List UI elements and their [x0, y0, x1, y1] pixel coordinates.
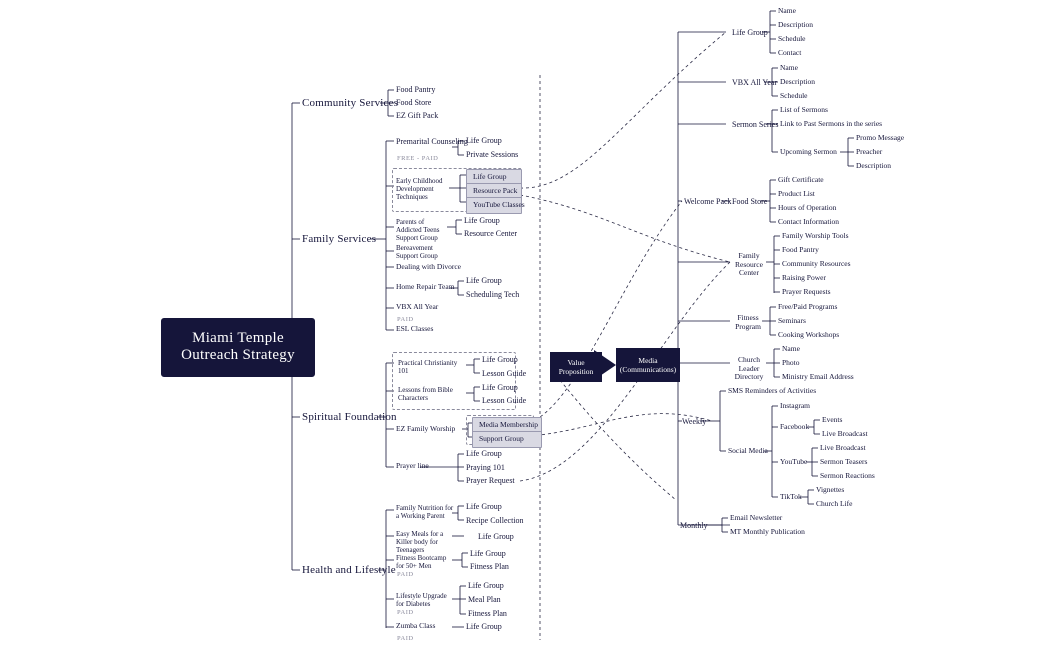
node-bootcamp-fitness-plan[interactable]: Fitness Plan [470, 562, 509, 571]
node-welcome-pack[interactable]: Welcome Pack [684, 197, 732, 206]
node-recipe-collection[interactable]: Recipe Collection [466, 516, 524, 525]
node-tiktok[interactable]: TikTok [780, 492, 802, 501]
node-premarital-counseling[interactable]: Premarital Counseling [396, 137, 468, 146]
label-bootcamp-paid: PAID [397, 571, 414, 578]
node-seminars[interactable]: Seminars [778, 316, 806, 325]
node-zumba-life-group[interactable]: Life Group [466, 622, 502, 631]
node-prayer-life-group[interactable]: Life Group [466, 449, 502, 458]
node-family-nutrition[interactable]: Family Nutrition for a Working Parent [396, 504, 454, 521]
node-diabetes-life-group[interactable]: Life Group [468, 581, 504, 590]
value-proposition-box[interactable]: Value Proposition [550, 352, 602, 382]
node-pat-life-group[interactable]: Life Group [464, 216, 500, 225]
node-promo-message[interactable]: Promo Message [856, 133, 905, 142]
node-ecd-life-group[interactable]: Life Group [466, 169, 522, 186]
node-yt-sermon-teasers[interactable]: Sermon Teasers [820, 457, 868, 466]
node-cld-name[interactable]: Name [782, 344, 800, 353]
root-node[interactable]: Miami Temple Outreach Strategy [161, 318, 315, 377]
node-vbx-description[interactable]: Description [780, 77, 815, 86]
node-sermon-description[interactable]: Description [856, 161, 891, 170]
node-social-media[interactable]: Social Media [728, 446, 768, 455]
node-pc101-life-group[interactable]: Life Group [482, 355, 518, 364]
label-vbx-paid: PAID [397, 316, 414, 323]
branch-spiritual-foundation[interactable]: Spiritual Foundation [302, 411, 397, 423]
node-tt-vignettes[interactable]: Vignettes [816, 485, 845, 494]
node-parents-addicted-teens[interactable]: Parents of Addicted Teens Support Group [396, 218, 440, 243]
node-ecd-youtube-classes[interactable]: YouTube Classes [466, 197, 522, 214]
branch-community-services[interactable]: Community Services [302, 97, 399, 109]
node-ecd-resource-pack[interactable]: Resource Pack [466, 183, 522, 200]
node-wp-food-store[interactable]: Food Store [732, 197, 768, 206]
node-bereavement-support-group[interactable]: Bereavement Support Group [396, 244, 438, 261]
node-community-resources[interactable]: Community Resources [782, 259, 851, 268]
node-pat-resource-center[interactable]: Resource Center [464, 229, 518, 238]
node-lbc-lesson-guide[interactable]: Lesson Guide [482, 396, 527, 405]
node-instagram[interactable]: Instagram [780, 401, 810, 410]
node-facebook[interactable]: Facebook [780, 422, 810, 431]
node-weekly[interactable]: Weekly [682, 417, 707, 426]
flow-arrow [594, 350, 616, 380]
node-bootcamp-life-group[interactable]: Life Group [470, 549, 506, 558]
node-practical-christianity-101[interactable]: Practical Christianity 101 [398, 359, 458, 376]
node-fb-events[interactable]: Events [822, 415, 843, 424]
node-yt-sermon-reactions[interactable]: Sermon Reactions [820, 471, 875, 480]
node-gift-certificate[interactable]: Gift Certificate [778, 175, 824, 184]
node-lg-schedule[interactable]: Schedule [778, 34, 806, 43]
node-diabetes-meal-plan[interactable]: Meal Plan [468, 595, 501, 604]
node-product-list[interactable]: Product List [778, 189, 815, 198]
node-media-vbx-all-year[interactable]: VBX All Year [732, 78, 778, 87]
node-sms-reminders[interactable]: SMS Reminders of Activities [728, 386, 817, 395]
node-media-membership[interactable]: Media Membership [472, 417, 542, 434]
node-esl-classes[interactable]: ESL Classes [396, 324, 434, 333]
media-communications-box[interactable]: Media (Communications) [616, 348, 680, 382]
node-upcoming-sermon[interactable]: Upcoming Sermon [780, 147, 837, 156]
node-lg-contact[interactable]: Contact [778, 48, 802, 57]
node-fitness-bootcamp[interactable]: Fitness Bootcamp for 50+ Men [396, 554, 447, 571]
branch-family-services[interactable]: Family Services [302, 233, 377, 245]
node-prayer-requests[interactable]: Prayer Requests [782, 287, 831, 296]
node-hrt-life-group[interactable]: Life Group [466, 276, 502, 285]
node-monthly[interactable]: Monthly [680, 521, 708, 530]
node-food-pantry[interactable]: Food Pantry [396, 85, 436, 94]
node-family-resource-center[interactable]: Family Resource Center [735, 251, 763, 278]
node-easy-meals-life-group[interactable]: Life Group [478, 532, 514, 541]
node-contact-information[interactable]: Contact Information [778, 217, 840, 226]
node-home-repair-team[interactable]: Home Repair Team [396, 282, 455, 291]
node-mt-monthly-publication[interactable]: MT Monthly Publication [730, 527, 805, 536]
label-premarital-pricing: FREE - PAID [397, 155, 439, 162]
node-dealing-with-divorce[interactable]: Dealing with Divorce [396, 262, 461, 271]
node-support-group[interactable]: Support Group [472, 431, 542, 448]
label-diabetes-paid: PAID [397, 609, 414, 616]
node-easy-meals-teenagers[interactable]: Easy Meals for a Killer body for Teenagers [396, 530, 444, 555]
node-ez-gift-pack[interactable]: EZ Gift Pack [396, 111, 439, 120]
node-sermon-series[interactable]: Sermon Series [732, 120, 779, 129]
node-email-newsletter[interactable]: Email Newsletter [730, 513, 783, 522]
node-free-paid-programs[interactable]: Free/Paid Programs [778, 302, 838, 311]
node-vbx-all-year-service[interactable]: VBX All Year [396, 302, 439, 311]
node-preacher[interactable]: Preacher [856, 147, 883, 156]
node-frc-food-pantry[interactable]: Food Pantry [782, 245, 819, 254]
node-premarital-private-sessions[interactable]: Private Sessions [466, 150, 519, 159]
node-prayer-line[interactable]: Prayer line [396, 461, 429, 470]
node-ez-family-worship[interactable]: EZ Family Worship [396, 424, 456, 433]
label-zumba-paid: PAID [397, 635, 414, 642]
branch-health-lifestyle[interactable]: Health and Lifestyle [302, 564, 396, 576]
node-tt-church-life[interactable]: Church Life [816, 499, 853, 508]
node-ministry-email-address[interactable]: Ministry Email Address [782, 372, 854, 381]
node-premarital-life-group[interactable]: Life Group [466, 136, 502, 145]
node-lbc-life-group[interactable]: Life Group [482, 383, 518, 392]
node-lg-description[interactable]: Description [778, 20, 813, 29]
node-nutrition-life-group[interactable]: Life Group [466, 502, 502, 511]
node-early-childhood-development[interactable]: Early Childhood Development Techniques [396, 177, 443, 202]
node-pc101-lesson-guide[interactable]: Lesson Guide [482, 369, 527, 378]
node-hrt-scheduling-tech[interactable]: Scheduling Tech [466, 290, 520, 299]
node-fb-live-broadcast[interactable]: Live Broadcast [822, 429, 868, 438]
node-cld-photo[interactable]: Photo [782, 358, 800, 367]
node-youtube[interactable]: YouTube [780, 457, 808, 466]
node-fitness-program[interactable]: Fitness Program [735, 313, 761, 331]
node-lessons-bible-characters[interactable]: Lessons from Bible Characters [398, 386, 453, 403]
node-lg-name[interactable]: Name [778, 6, 796, 15]
node-praying-101[interactable]: Praying 101 [466, 463, 505, 472]
node-family-worship-tools[interactable]: Family Worship Tools [782, 231, 849, 240]
node-hours-of-operation[interactable]: Hours of Operation [778, 203, 837, 212]
node-cooking-workshops[interactable]: Cooking Workshops [778, 330, 840, 339]
node-yt-live-broadcast[interactable]: Live Broadcast [820, 443, 866, 452]
node-media-life-group[interactable]: Life Group [732, 28, 768, 37]
node-vbx-schedule[interactable]: Schedule [780, 91, 808, 100]
node-church-leader-directory[interactable]: Church Leader Directory [734, 355, 764, 382]
node-link-past-sermons[interactable]: Link to Past Sermons in the series [780, 119, 883, 128]
node-lifestyle-upgrade-diabetes[interactable]: Lifestyle Upgrade for Diabetes [396, 592, 447, 609]
node-zumba-class[interactable]: Zumba Class [396, 621, 436, 630]
node-food-store[interactable]: Food Store [396, 98, 432, 107]
node-vbx-name[interactable]: Name [780, 63, 798, 72]
node-raising-power[interactable]: Raising Power [782, 273, 826, 282]
node-diabetes-fitness-plan[interactable]: Fitness Plan [468, 609, 507, 618]
node-prayer-request[interactable]: Prayer Request [466, 476, 515, 485]
node-list-of-sermons[interactable]: List of Sermons [780, 105, 828, 114]
